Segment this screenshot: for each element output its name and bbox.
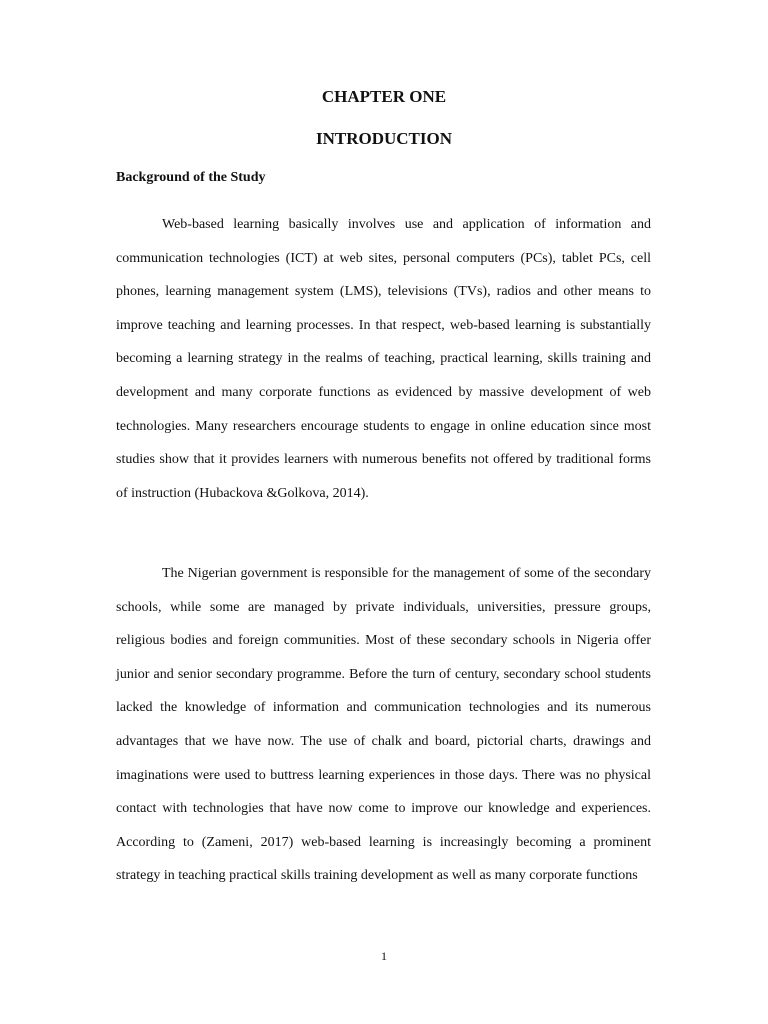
chapter-label: CHAPTER ONE (321, 87, 447, 106)
paragraph-1: Web-based learning basically involves use and application of information and communication technologies (ICT) at web sites, personal computers (PCs), tablet PCs, cell phones, learning management system (LMS), televisions (TVs), radios and other means to improve teaching and learning processes. In that respect, web-based learning is substantially becoming a learning strategy in the realms of teaching, practical learning, skills training and development and many corporate functions as evidenced by massive development of web technologies. Many researchers encourage students to engage in online education since most studies show that it provides learners with numerous benefits not offered by traditional forms of instruction (Hubackova &Golkova, 2014). (116, 217, 651, 501)
page-number: 1 (381, 949, 387, 963)
section-heading: Background of the Study (116, 170, 266, 185)
paragraph-2: The Nigerian government is responsible for the management of some of the secondary schools, while some are managed by private individuals, universities, pressure groups, religious bodies and foreign communities. Most of these secondary schools in Nigeria offer junior and senior secondary programme. Before the turn of century, secondary school students lacked the knowledge of information and communication technologies and its numerous advantages that we have now. The use of chalk and board, pictorial charts, drawings and imaginations were used to buttress learning experiences in those days. There was no physical contact with technologies that have now come to improve our knowledge and experiences. According to (Zameni, 2017) web-based learning is increasingly becoming a prominent strategy in teaching practical skills training development as well as many corporate functions (116, 566, 651, 884)
chapter-title: INTRODUCTION (315, 129, 453, 148)
